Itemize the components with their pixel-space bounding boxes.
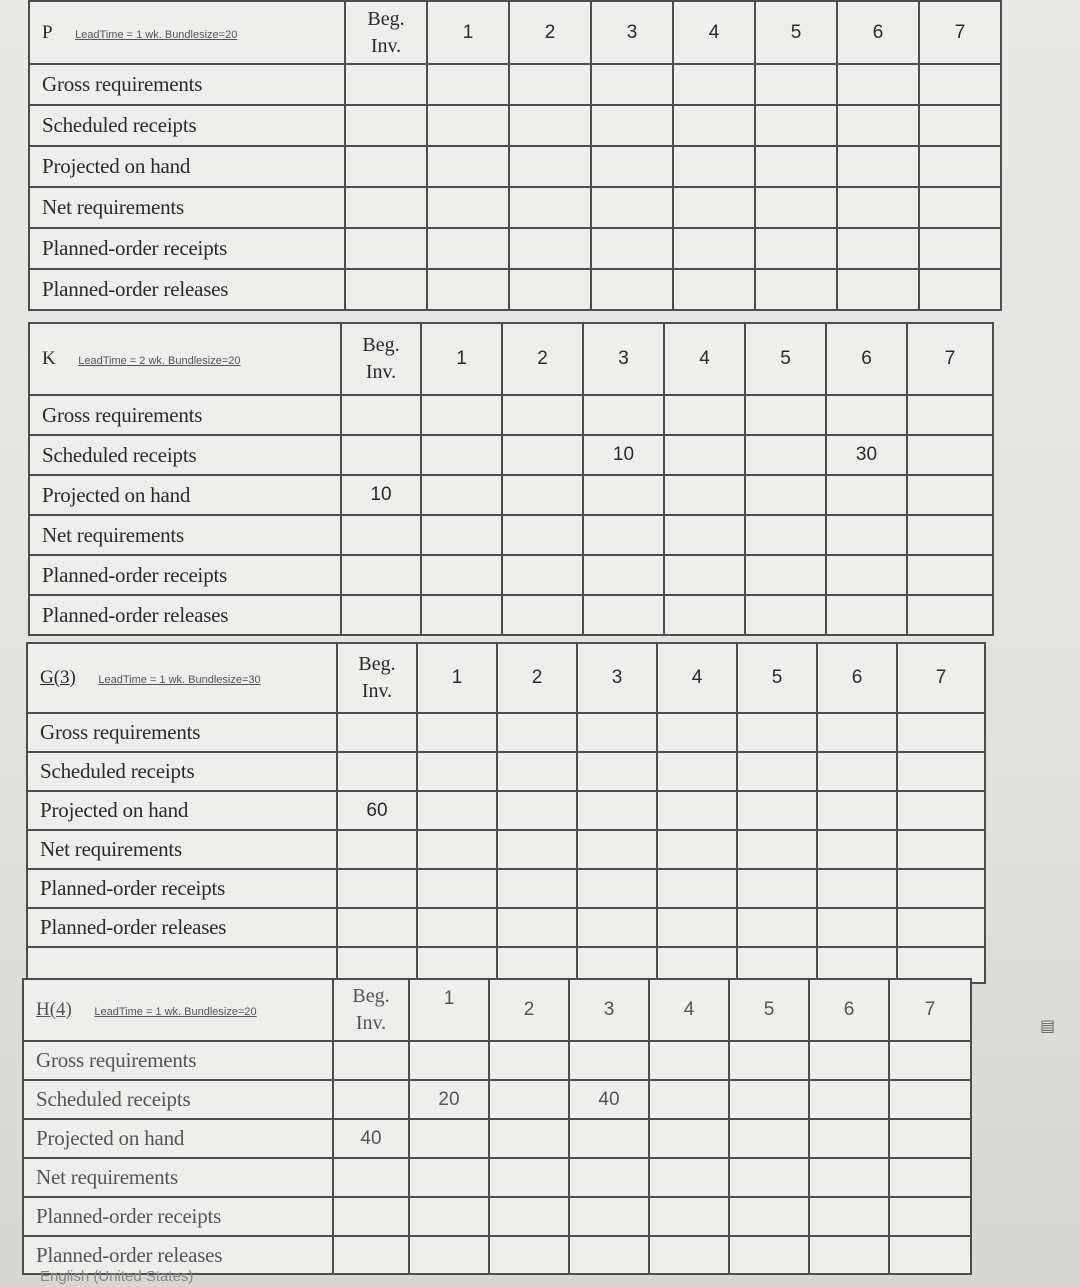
cell — [502, 555, 583, 595]
cell — [737, 908, 817, 947]
cell — [591, 269, 673, 310]
item-note: LeadTime = 1 wk. Bundlesize=20 — [94, 1006, 257, 1018]
cell — [673, 269, 755, 310]
cell — [745, 475, 826, 515]
table-layout-icon[interactable]: ▤ — [1040, 1016, 1056, 1035]
cell — [817, 869, 897, 908]
cell — [729, 1041, 809, 1080]
cell — [417, 830, 497, 869]
cell — [497, 908, 577, 947]
cell — [664, 475, 745, 515]
period-1: 1 — [417, 643, 497, 713]
cell: 10 — [341, 475, 421, 515]
cell — [591, 146, 673, 187]
cell — [649, 1158, 729, 1197]
cell — [427, 105, 509, 146]
period-2: 2 — [497, 643, 577, 713]
cell — [421, 435, 502, 475]
cell — [729, 1236, 809, 1274]
cell — [421, 475, 502, 515]
cell — [649, 1041, 729, 1080]
cell — [737, 869, 817, 908]
row-label: Scheduled receipts — [27, 752, 337, 791]
cell — [657, 752, 737, 791]
cell — [907, 515, 993, 555]
cell — [509, 105, 591, 146]
cell — [745, 435, 826, 475]
cell — [427, 269, 509, 310]
cell — [502, 395, 583, 435]
period-5: 5 — [729, 979, 809, 1041]
item-note: LeadTime = 1 wk. Bundlesize=20 — [75, 28, 238, 41]
cell — [673, 228, 755, 269]
row-label: Gross requirements — [23, 1041, 333, 1080]
cell — [889, 1236, 971, 1274]
cell — [919, 64, 1001, 105]
cell — [729, 1080, 809, 1119]
cell — [897, 752, 985, 791]
cell — [417, 869, 497, 908]
period-4: 4 — [664, 323, 745, 395]
cell — [919, 228, 1001, 269]
cell — [427, 64, 509, 105]
cell — [337, 752, 417, 791]
cell — [333, 1158, 409, 1197]
row-label: Planned-order receipts — [29, 555, 341, 595]
row-label: Scheduled receipts — [23, 1080, 333, 1119]
cell — [737, 830, 817, 869]
item-code: K — [42, 348, 56, 369]
row-label: Net requirements — [29, 515, 341, 555]
cell — [345, 64, 427, 105]
cell — [427, 146, 509, 187]
period-2: 2 — [509, 1, 591, 64]
cell: 60 — [337, 791, 417, 830]
cell — [502, 475, 583, 515]
cell — [837, 105, 919, 146]
cell — [649, 1197, 729, 1236]
cell — [817, 830, 897, 869]
cell — [489, 1119, 569, 1158]
cell — [889, 1158, 971, 1197]
period-3: 3 — [583, 323, 664, 395]
cell — [427, 228, 509, 269]
cell — [837, 64, 919, 105]
cell — [577, 752, 657, 791]
cell — [497, 713, 577, 752]
cell — [897, 830, 985, 869]
cell — [745, 595, 826, 635]
item-code: P — [42, 21, 53, 43]
cell — [583, 395, 664, 435]
cell — [907, 435, 993, 475]
cell — [583, 515, 664, 555]
item-note: LeadTime = 2 wk. Bundlesize=20 — [78, 355, 241, 367]
cell — [889, 1080, 971, 1119]
cell — [583, 475, 664, 515]
cell — [337, 908, 417, 947]
cell — [657, 908, 737, 947]
cell: 20 — [409, 1080, 489, 1119]
cell — [421, 595, 502, 635]
cell — [809, 1080, 889, 1119]
cell — [673, 187, 755, 228]
cell — [745, 395, 826, 435]
cell — [826, 475, 907, 515]
cell — [337, 830, 417, 869]
cell — [826, 555, 907, 595]
cell — [333, 1236, 409, 1274]
cell — [427, 187, 509, 228]
cell — [817, 908, 897, 947]
period-3: 3 — [591, 1, 673, 64]
cell — [341, 595, 421, 635]
cell — [409, 1197, 489, 1236]
mrp-table-h4 — [22, 978, 972, 1275]
cell — [509, 64, 591, 105]
cell — [907, 555, 993, 595]
item-header — [27, 643, 337, 713]
cell — [489, 1041, 569, 1080]
cell — [341, 435, 421, 475]
cell — [489, 1080, 569, 1119]
cell — [817, 713, 897, 752]
cell — [337, 869, 417, 908]
cell — [409, 1119, 489, 1158]
cell — [345, 187, 427, 228]
period-6: 6 — [817, 643, 897, 713]
cell — [421, 515, 502, 555]
cell — [509, 269, 591, 310]
cell — [489, 1158, 569, 1197]
cell — [809, 1197, 889, 1236]
cell — [341, 555, 421, 595]
row-label: Projected on hand — [23, 1119, 333, 1158]
cell — [333, 1197, 409, 1236]
cell — [729, 1197, 809, 1236]
cell — [897, 791, 985, 830]
period-7: 7 — [897, 643, 985, 713]
period-3: 3 — [577, 643, 657, 713]
cell — [345, 105, 427, 146]
cell — [809, 1158, 889, 1197]
cell — [569, 1197, 649, 1236]
cell — [817, 791, 897, 830]
cell — [509, 228, 591, 269]
cell: 40 — [569, 1080, 649, 1119]
cell — [664, 395, 745, 435]
cell — [489, 1197, 569, 1236]
cell — [809, 1236, 889, 1274]
cell — [417, 752, 497, 791]
cell — [649, 1119, 729, 1158]
mrp-table-p — [28, 0, 1002, 311]
row-label: Gross requirements — [29, 64, 345, 105]
cell — [919, 146, 1001, 187]
row-label: Projected on hand — [29, 146, 345, 187]
cell — [889, 1041, 971, 1080]
cell — [333, 1080, 409, 1119]
cell — [341, 515, 421, 555]
cell — [569, 1119, 649, 1158]
period-5: 5 — [737, 643, 817, 713]
cell — [919, 269, 1001, 310]
cell — [497, 791, 577, 830]
cell — [409, 1158, 489, 1197]
cell — [409, 1041, 489, 1080]
item-code: H(4) — [36, 999, 72, 1020]
cell — [591, 228, 673, 269]
cell — [502, 435, 583, 475]
cell — [809, 1119, 889, 1158]
period-4: 4 — [673, 1, 755, 64]
mrp-table-g3 — [26, 642, 986, 984]
period-7: 7 — [907, 323, 993, 395]
row-label: Planned-order receipts — [23, 1197, 333, 1236]
cell — [907, 595, 993, 635]
period-1: 1 — [409, 979, 489, 1041]
cell — [826, 515, 907, 555]
cell — [737, 713, 817, 752]
item-note: LeadTime = 1 wk. Bundlesize=30 — [98, 674, 261, 686]
cell: 10 — [583, 435, 664, 475]
item-header — [29, 323, 341, 395]
cell — [569, 1158, 649, 1197]
period-7: 7 — [889, 979, 971, 1041]
period-1: 1 — [427, 1, 509, 64]
cell — [591, 64, 673, 105]
period-7: 7 — [919, 1, 1001, 64]
row-label: Planned-order releases — [23, 1236, 333, 1274]
cell — [497, 869, 577, 908]
cell — [837, 269, 919, 310]
cell — [591, 105, 673, 146]
cell — [664, 435, 745, 475]
cell — [502, 595, 583, 635]
cell — [664, 555, 745, 595]
cell — [577, 830, 657, 869]
row-label: Net requirements — [29, 187, 345, 228]
period-4: 4 — [649, 979, 729, 1041]
cell — [664, 595, 745, 635]
language-status[interactable]: English (United States) — [40, 1268, 194, 1285]
cell — [421, 555, 502, 595]
period-4: 4 — [657, 643, 737, 713]
beg-inv-header: Beg. Inv. — [345, 1, 427, 64]
cell — [826, 395, 907, 435]
row-label: Planned-order releases — [29, 595, 341, 635]
cell — [907, 475, 993, 515]
cell — [657, 713, 737, 752]
period-5: 5 — [755, 1, 837, 64]
cell — [569, 1236, 649, 1274]
cell — [755, 228, 837, 269]
cell — [649, 1236, 729, 1274]
cell — [673, 146, 755, 187]
period-2: 2 — [489, 979, 569, 1041]
cell — [509, 146, 591, 187]
cell — [919, 105, 1001, 146]
cell — [345, 228, 427, 269]
cell — [809, 1041, 889, 1080]
cell — [591, 187, 673, 228]
cell — [569, 1041, 649, 1080]
row-label: Planned-order releases — [27, 908, 337, 947]
cell — [497, 752, 577, 791]
item-header — [23, 979, 333, 1041]
cell — [497, 830, 577, 869]
cell — [737, 791, 817, 830]
cell — [657, 869, 737, 908]
cell — [897, 713, 985, 752]
cell — [837, 187, 919, 228]
cell — [657, 791, 737, 830]
cell — [897, 869, 985, 908]
period-2: 2 — [502, 323, 583, 395]
item-code: G(3) — [40, 667, 76, 688]
beg-inv-header: Beg. Inv. — [341, 323, 421, 395]
cell — [837, 228, 919, 269]
period-6: 6 — [826, 323, 907, 395]
row-label: Net requirements — [23, 1158, 333, 1197]
cell — [649, 1080, 729, 1119]
item-header — [29, 1, 345, 64]
cell — [341, 395, 421, 435]
cell — [421, 395, 502, 435]
cell — [337, 713, 417, 752]
cell — [755, 187, 837, 228]
cell — [577, 791, 657, 830]
row-label: Scheduled receipts — [29, 435, 341, 475]
cell — [755, 146, 837, 187]
cell — [583, 555, 664, 595]
cell — [745, 515, 826, 555]
cell — [907, 395, 993, 435]
cell — [826, 595, 907, 635]
cell — [333, 1041, 409, 1080]
cell: 30 — [826, 435, 907, 475]
cell — [664, 515, 745, 555]
row-label: Projected on hand — [27, 791, 337, 830]
period-6: 6 — [837, 1, 919, 64]
row-label: Gross requirements — [27, 713, 337, 752]
cell — [729, 1158, 809, 1197]
cell — [577, 713, 657, 752]
cell — [577, 908, 657, 947]
cell — [502, 515, 583, 555]
row-label: Projected on hand — [29, 475, 341, 515]
cell — [509, 187, 591, 228]
cell — [897, 908, 985, 947]
cell — [577, 869, 657, 908]
mrp-table-k — [28, 322, 994, 636]
cell — [837, 146, 919, 187]
period-1: 1 — [421, 323, 502, 395]
cell — [673, 64, 755, 105]
cell — [919, 187, 1001, 228]
cell — [345, 269, 427, 310]
cell — [673, 105, 755, 146]
cell: 40 — [333, 1119, 409, 1158]
cell — [889, 1197, 971, 1236]
row-label: Net requirements — [27, 830, 337, 869]
period-6: 6 — [809, 979, 889, 1041]
cell — [417, 908, 497, 947]
cell — [755, 269, 837, 310]
cell — [657, 830, 737, 869]
cell — [817, 752, 897, 791]
cell — [737, 752, 817, 791]
row-label: Planned-order receipts — [27, 869, 337, 908]
cell — [417, 713, 497, 752]
row-label: Gross requirements — [29, 395, 341, 435]
cell — [417, 791, 497, 830]
period-3: 3 — [569, 979, 649, 1041]
beg-inv-header: Beg. Inv. — [337, 643, 417, 713]
beg-inv-header: Beg. Inv. — [333, 979, 409, 1041]
cell — [345, 146, 427, 187]
cell — [489, 1236, 569, 1274]
cell — [729, 1119, 809, 1158]
cell — [755, 105, 837, 146]
cell — [755, 64, 837, 105]
row-label: Scheduled receipts — [29, 105, 345, 146]
cell — [889, 1119, 971, 1158]
row-label: Planned-order releases — [29, 269, 345, 310]
cell — [409, 1236, 489, 1274]
cell — [583, 595, 664, 635]
period-5: 5 — [745, 323, 826, 395]
cell — [745, 555, 826, 595]
row-label: Planned-order receipts — [29, 228, 345, 269]
